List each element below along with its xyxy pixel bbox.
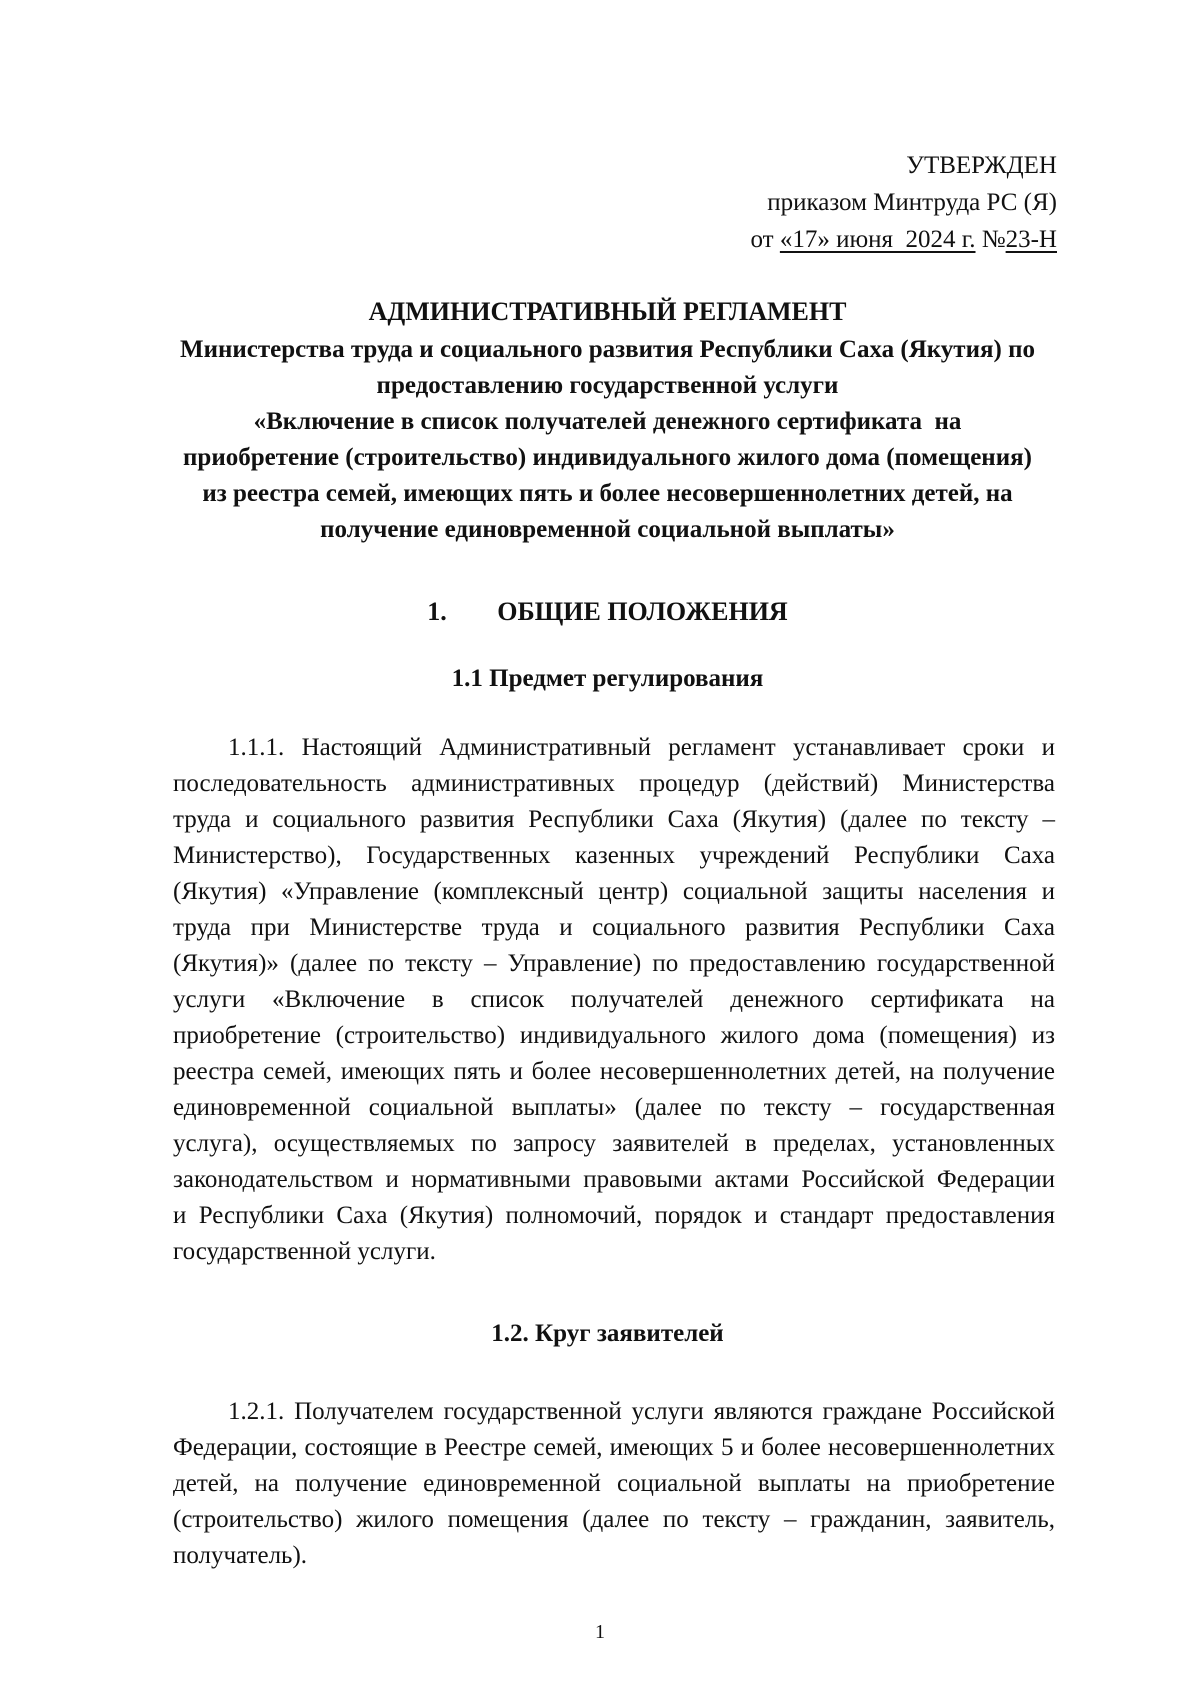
title-line: приобретение (строительство) индивидуального жилого дома (помещения) — [183, 444, 1032, 471]
paragraph-line: единовременной социальной выплаты» (далее по тексту – государственная — [173, 1094, 1055, 1121]
paragraph-line: труда и социального развития Республики Саха (Якутия) (далее по тексту – — [173, 806, 1055, 833]
paragraph-line: услуги «Включение в список получателей денежного сертификата на — [173, 986, 1055, 1013]
paragraph-line: (строительство) жилого помещения (далее по тексту – гражданин, заявитель, — [173, 1506, 1055, 1533]
paragraph-line: последовательность административных процедур (действий) Министерства — [173, 770, 1055, 797]
section-heading-1 — [160, 597, 1055, 627]
page-number: 1 — [595, 1621, 605, 1643]
paragraph-line: труда при Министерстве труда и социального развития Республики Саха — [173, 914, 1055, 941]
paragraph-line: реестра семей, имеющих пять и более несовершеннолетних детей, на получение — [173, 1058, 1055, 1085]
document-title — [160, 294, 1055, 548]
approval-number-sign: № — [975, 226, 1006, 253]
approval-stamp — [751, 147, 1057, 258]
paragraph-line: Министерство), Государственных казенных учреждений Республики Саха — [173, 842, 1055, 869]
title-main: АДМИНИСТРАТИВНЫЙ РЕГЛАМЕНТ — [368, 297, 847, 326]
paragraph-line: государственной услуги. — [173, 1238, 436, 1265]
paragraph-line: получатель). — [173, 1542, 308, 1569]
title-line: из реестра семей, имеющих пять и более несовершеннолетних детей, на — [202, 480, 1013, 507]
approval-order: приказом Минтруда РС (Я) — [767, 189, 1057, 216]
title-line: Министерства труда и социального развития Республики Саха (Якутия) по — [180, 336, 1035, 363]
paragraph-line: 1.1.1. Настоящий Административный регламент устанавливает сроки и — [228, 734, 1055, 761]
approval-date: «17» июня 2024 г. — [779, 226, 976, 253]
approval-title: УТВЕРЖДЕН — [906, 152, 1057, 179]
paragraph-line: Федерации, состоящие в Реестре семей, имеющих 5 и более несовершеннолетних — [173, 1434, 1055, 1461]
title-line: предоставлению государственной услуги — [376, 372, 839, 399]
paragraph-1-2-1 — [173, 1394, 1055, 1574]
paragraph-line: приобретение (строительство) индивидуального жилого дома (помещения) из — [173, 1022, 1055, 1049]
paragraph-1-1-1 — [173, 730, 1055, 1270]
paragraph-line: и Республики Саха (Якутия) полномочий, порядок и стандарт предоставления — [173, 1202, 1055, 1229]
section-title: ОБЩИЕ ПОЛОЖЕНИЯ — [497, 597, 788, 626]
section-number: 1. — [427, 597, 447, 626]
subsection-heading-1-1: 1.1 Предмет регулирования — [451, 665, 764, 692]
subsection-heading-1-2: 1.2. Круг заявителей — [491, 1320, 724, 1347]
approval-date-line — [751, 221, 1057, 258]
paragraph-line: законодательством и нормативными правовыми актами Российской Федерации — [173, 1166, 1055, 1193]
approval-date-prefix: от — [750, 226, 780, 253]
title-line: «Включение в список получателей денежного сертификата на — [253, 408, 962, 435]
paragraph-line: (Якутия) «Управление (комплексный центр) социальной защиты населения и — [173, 878, 1055, 905]
paragraph-line: детей, на получение единовременной социальной выплаты на приобретение — [173, 1470, 1055, 1497]
title-line: получение единовременной социальной выплаты» — [320, 516, 895, 543]
paragraph-line: услуга), осуществляемых по запросу заявителей в пределах, установленных — [173, 1130, 1055, 1157]
paragraph-line: 1.2.1. Получателем государственной услуги являются граждане Российской — [228, 1398, 1055, 1425]
paragraph-line: (Якутия)» (далее по тексту – Управление) по предоставлению государственной — [173, 950, 1055, 977]
approval-number: 23-Н — [1005, 226, 1057, 253]
